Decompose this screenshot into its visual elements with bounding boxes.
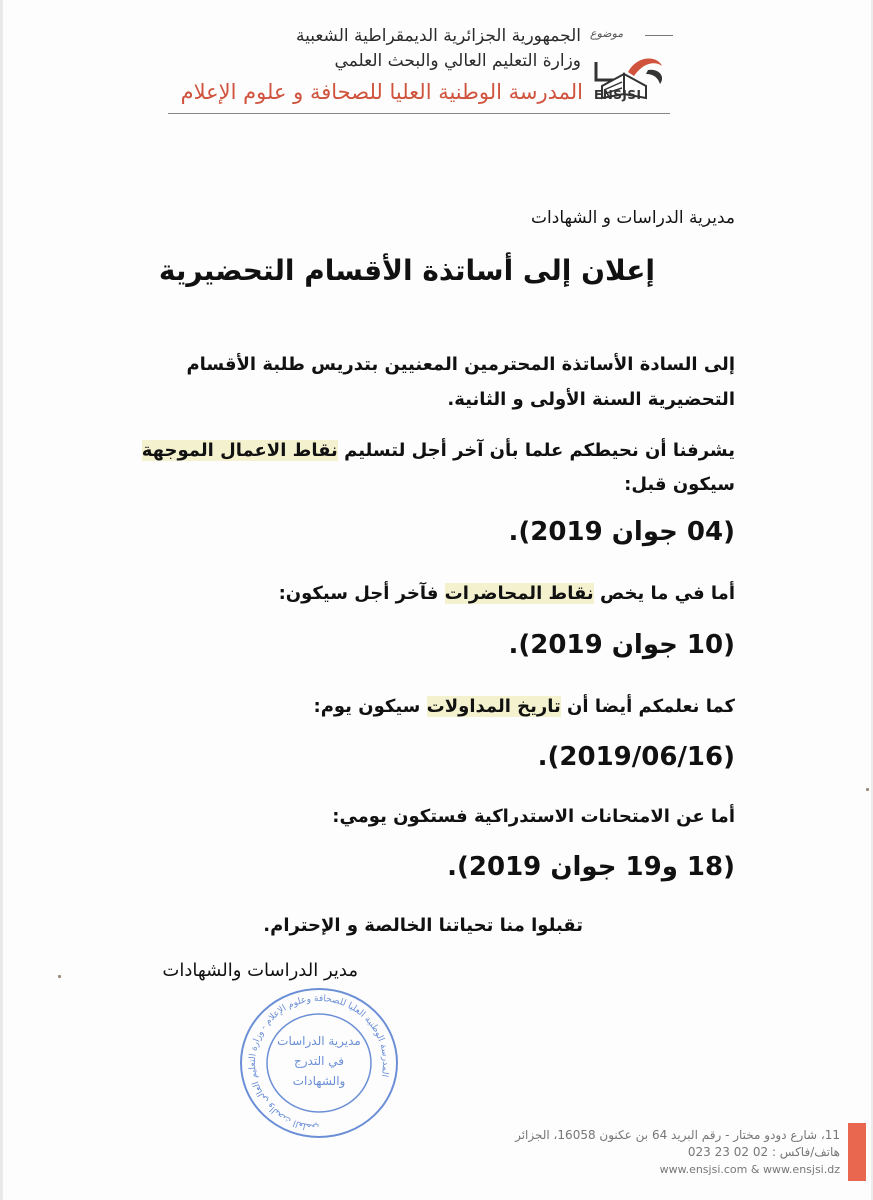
header-divider — [168, 113, 670, 114]
signature-title: مدير الدراسات والشهادات — [162, 960, 358, 981]
deliberations-text-1: كما نعلمكم أيضا أن — [560, 696, 735, 717]
deadline-date-2: (10 جوان 2019). — [508, 630, 735, 660]
scan-edge-left — [0, 0, 3, 1200]
lectures-highlight: نقاط المحاضرات — [444, 583, 594, 604]
intro-line-1 — [142, 440, 735, 461]
intro-line-2: سيكون قبل: — [624, 474, 735, 495]
closing-line: تقبلوا منا تحياتنا الخالصة و الإحترام. — [263, 915, 583, 936]
footer-phone: هاتف/فاكس : 02 02 23 023 — [687, 1145, 840, 1159]
stamp-line-3: والشهادات — [292, 1074, 346, 1088]
deadline-date-1: (04 جوان 2019). — [508, 517, 735, 547]
intro-highlight: نقاط الاعمال الموجهة — [141, 440, 338, 461]
deliberations-text-2: سيكون يوم: — [313, 696, 427, 717]
addressee-line-1: إلى السادة الأساتذة المحترمين المعنيين بتدريس طلبة الأقسام — [186, 354, 735, 375]
stamp-line-1: مديرية الدراسات — [277, 1034, 361, 1048]
makeup-exams-date: (18 و19 جوان 2019). — [447, 852, 735, 882]
page-title: إعلان إلى أساتذة الأقسام التحضيرية — [158, 254, 655, 287]
deliberations-highlight: تاريخ المداولات — [426, 696, 561, 717]
footer-address: 11، شارع دودو مختار - رقم البريد 64 بن عكنون 16058، الجزائر — [515, 1128, 840, 1142]
stamp-line-2: في التدرج — [293, 1054, 345, 1068]
addressee-line-2: التحضيرية السنة الأولى و الثانية. — [447, 389, 735, 410]
lectures-text-2: فآخر أجل سيكون: — [278, 583, 445, 604]
intro-text: يشرفنا أن نحيطكم علما بأن آخر أجل لتسليم — [337, 440, 735, 461]
deliberations-date: (2019/06/16). — [537, 742, 735, 772]
stamp-ring-text: المدرسة الوطنية العليا للصحافة وعلوم الإعلام - وزارة التعليم العالي والبحث العلمي — [248, 993, 391, 1133]
header-school-name: المدرسة الوطنية العليا للصحافة و علوم الإعلام — [180, 80, 583, 104]
header-republic: الجمهورية الجزائرية الديمقراطية الشعبية — [295, 26, 581, 46]
official-stamp — [237, 985, 402, 1140]
header-ministry: وزارة التعليم العالي والبحث العلمي — [334, 51, 581, 71]
header-subject-tag: موضوع — [590, 27, 624, 40]
deliberations-line — [314, 696, 736, 717]
directorate-label: مديرية الدراسات و الشهادات — [531, 208, 735, 228]
lectures-text-1: أما في ما يخص — [593, 583, 735, 604]
footer-accent-bar — [848, 1123, 866, 1181]
logo-text: ENSJSI — [594, 88, 642, 102]
footer-website: www.ensjsi.com & www.ensjsi.dz — [659, 1163, 840, 1176]
scan-speck — [866, 788, 869, 791]
makeup-exams-line: أما عن الامتحانات الاستدراكية فستكون يومي: — [332, 806, 735, 827]
lectures-line — [279, 583, 735, 604]
header-tag-line — [645, 35, 673, 36]
scan-speck — [58, 975, 61, 978]
